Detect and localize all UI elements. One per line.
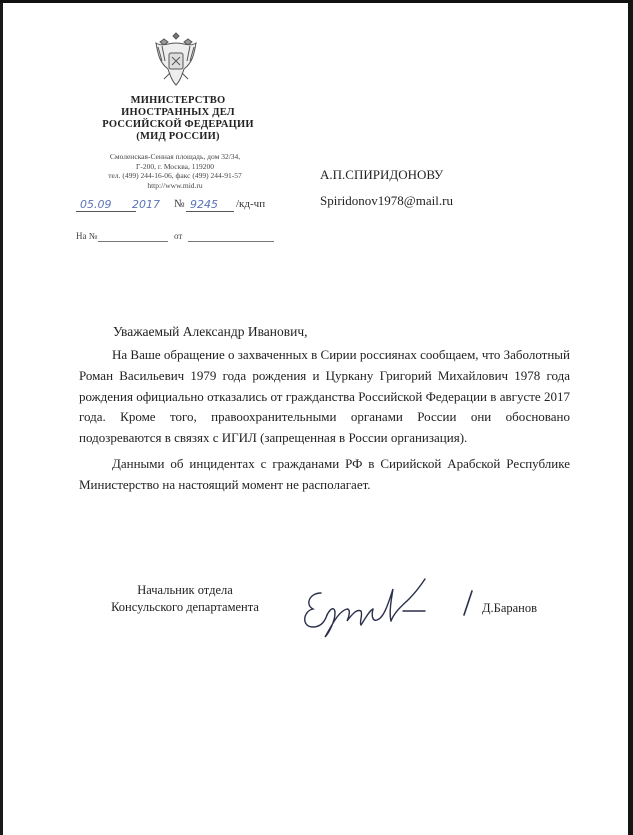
reg-date: 05.09 [80, 198, 112, 211]
address-line: http://www.mid.ru [147, 180, 203, 190]
ministry-line: ИНОСТРАННЫХ ДЕЛ [121, 107, 235, 118]
signer-position-line: Начальник отдела [137, 583, 233, 597]
ministry-line: МИНИСТЕРСТВО [130, 95, 226, 106]
ministry-name [83, 95, 273, 143]
reference-line [76, 231, 281, 245]
registration-line [76, 197, 281, 213]
ministry-line: (МИД РОССИИ) [136, 131, 220, 142]
reg-suffix: /кд-чп [236, 198, 266, 210]
letter-body [79, 345, 570, 496]
page-right-border [628, 0, 633, 835]
salutation: Уважаемый Александр Иванович, [113, 324, 308, 339]
recipient-email: Spiridonov1978@mail.ru [320, 193, 453, 208]
signer-position-line: Консульского департамента [111, 600, 259, 614]
ministry-address [75, 152, 275, 190]
address-line: Г-200, г. Москва, 119200 [136, 161, 214, 171]
ministry-line: РОССИЙСКОЙ ФЕДЕРАЦИИ [102, 119, 254, 130]
coat-of-arms-icon [150, 29, 202, 89]
reg-number-label: № [174, 198, 185, 210]
signature-slash [458, 588, 478, 618]
signer-name: Д.Баранов [482, 601, 538, 615]
letter-sheet [3, 3, 628, 835]
handwritten-signature [299, 571, 449, 641]
body-paragraph: Данными об инцидентах с гражданами РФ в Сирийской Арабской Республике Министерство на настоящий момент не располагает. [79, 455, 570, 492]
ref-date-underline [188, 241, 274, 242]
recipient-name: А.П.СПИРИДОНОВУ [320, 167, 444, 182]
ref-from-label: от [174, 231, 183, 241]
ref-label: На № [76, 231, 98, 241]
address-line: тел. (499) 244-16-06, факс (499) 244-91-57 [108, 171, 242, 180]
signer-position [95, 582, 275, 616]
reg-year: 2017 [132, 198, 160, 211]
ref-number-underline [98, 241, 168, 242]
body-paragraph: На Ваше обращение о захваченных в Сирии россиянах сообщаем, что Заболотный Роман Васильевич 1979 года рождения и Цуркану Григорий Михайлович 1978 года рождения официально отказались от гражданства Российской Федерации в августе 2017 года. Кроме того, правоохранительными органами России они обосновано подозреваются в связях с ИГИЛ (запрещенная в России организация). [79, 347, 570, 446]
reg-number: 9245 [190, 198, 218, 211]
address-line: Смоленская-Сенная площадь, дом 32/34, [109, 152, 241, 161]
